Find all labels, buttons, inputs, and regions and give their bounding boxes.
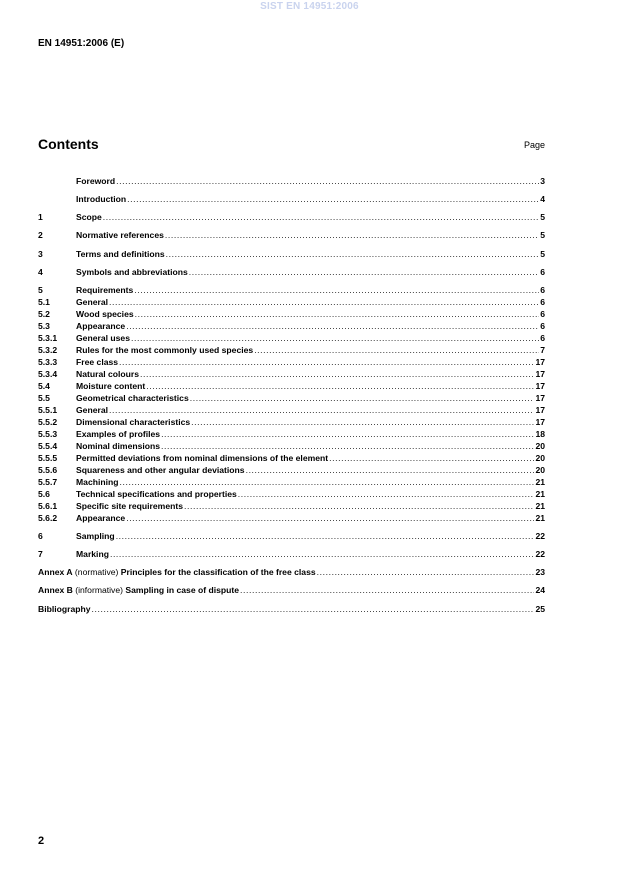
toc-title: Foreword — [76, 176, 116, 186]
toc-page: 5 — [540, 230, 545, 240]
toc-entry[interactable] — [38, 416, 545, 427]
toc-entry[interactable] — [38, 548, 545, 559]
annex-title: Sampling in case of dispute — [125, 585, 240, 595]
toc-entry[interactable] — [38, 193, 545, 204]
toc-number: 1 — [38, 212, 43, 222]
toc-title: Geometrical characteristics — [76, 393, 189, 403]
toc-entry[interactable] — [38, 308, 545, 319]
watermark: SIST EN 14951:2006 — [260, 1, 359, 12]
toc-leader — [191, 417, 534, 427]
toc-entry[interactable] — [38, 500, 545, 511]
toc-title: Natural colours — [76, 369, 140, 379]
annex-status: (informative) — [72, 585, 126, 595]
toc-number: 5.1 — [38, 297, 50, 307]
toc-title: Free class — [76, 357, 119, 367]
toc-page: 7 — [540, 345, 545, 355]
toc-leader — [126, 513, 534, 523]
toc-page: 6 — [540, 285, 545, 295]
toc-title: Rules for the most commonly used species — [76, 345, 254, 355]
toc-number: 5.3.1 — [38, 333, 58, 343]
toc-title: Bibliography — [38, 604, 91, 614]
toc-entry[interactable] — [38, 175, 545, 186]
toc-entry[interactable] — [38, 530, 545, 541]
toc-entry[interactable] — [38, 320, 545, 331]
toc-title: Squareness and other angular deviations — [76, 465, 245, 475]
contents-title: Contents — [38, 136, 99, 152]
toc-page: 4 — [540, 194, 545, 204]
toc-title: Wood species — [76, 309, 134, 319]
toc-leader — [190, 393, 535, 403]
toc-number: 6 — [38, 531, 43, 541]
toc-title: Sampling — [76, 531, 115, 541]
toc-title: Appearance — [76, 321, 126, 331]
toc-entry-annex-b[interactable] — [38, 584, 545, 595]
toc-number: 5.3.2 — [38, 345, 58, 355]
toc-leader — [166, 249, 540, 259]
toc-page: 24 — [535, 585, 545, 595]
toc-entry[interactable] — [38, 229, 545, 240]
toc-entry[interactable] — [38, 488, 545, 499]
toc-leader — [238, 489, 535, 499]
toc-number: 5.5.5 — [38, 453, 58, 463]
toc-title: General uses — [76, 333, 130, 343]
toc-title: Normative references — [76, 230, 164, 240]
toc-title: Machining — [76, 477, 119, 487]
toc-entry[interactable] — [38, 603, 545, 614]
toc-leader — [165, 230, 539, 240]
toc-entry[interactable] — [38, 440, 545, 451]
toc-leader — [103, 212, 539, 222]
toc-leader — [246, 465, 535, 475]
toc-title: Introduction — [76, 194, 127, 204]
toc-number: 7 — [38, 549, 43, 559]
toc-title: Permitted deviations from nominal dimensions of the element — [76, 453, 329, 463]
toc-page: 6 — [540, 321, 545, 331]
toc-page: 17 — [535, 405, 545, 415]
toc-number: 5.3.4 — [38, 369, 58, 379]
annex-label: Annex B — [38, 585, 73, 595]
toc-page: 17 — [535, 417, 545, 427]
toc-entry[interactable] — [38, 356, 545, 367]
toc-title: Technical specifications and properties — [76, 489, 237, 499]
toc-number: 4 — [38, 267, 43, 277]
annex-label: Annex A — [38, 567, 73, 577]
toc-page: 6 — [540, 267, 545, 277]
toc-leader — [92, 604, 535, 614]
toc-entry[interactable] — [38, 404, 545, 415]
toc-leader — [317, 567, 535, 577]
toc-number: 5.5.7 — [38, 477, 58, 487]
toc-page: 17 — [535, 369, 545, 379]
toc-title: General — [76, 405, 109, 415]
toc-leader — [240, 585, 534, 595]
toc-leader — [254, 345, 539, 355]
toc-number: 3 — [38, 249, 43, 259]
toc-title: Symbols and abbreviations — [76, 267, 188, 277]
page-number: 2 — [38, 835, 45, 847]
toc-number: 5.4 — [38, 381, 50, 391]
toc-leader — [131, 333, 539, 343]
toc-title: Specific site requirements — [76, 501, 183, 511]
toc-page: 25 — [535, 604, 545, 614]
toc-title — [38, 585, 239, 595]
toc-page: 17 — [535, 381, 545, 391]
toc-page: 23 — [535, 567, 545, 577]
toc-number: 5.5.1 — [38, 405, 58, 415]
toc-page: 21 — [535, 489, 545, 499]
toc-entry[interactable] — [38, 296, 545, 307]
annex-status: (normative) — [72, 567, 121, 577]
toc-entry[interactable] — [38, 248, 545, 259]
toc-page: 21 — [535, 513, 545, 523]
toc-page: 3 — [540, 176, 545, 186]
toc-leader — [135, 309, 540, 319]
toc-page: 18 — [535, 429, 545, 439]
toc-page: 21 — [535, 477, 545, 487]
toc-title: Terms and definitions — [76, 249, 165, 259]
toc-number: 5.5.2 — [38, 417, 58, 427]
toc-page: 17 — [535, 357, 545, 367]
toc-entry[interactable] — [38, 211, 545, 222]
toc-title: Requirements — [76, 285, 134, 295]
toc-entry[interactable] — [38, 368, 545, 379]
toc-page: 21 — [535, 501, 545, 511]
toc-page: 20 — [535, 465, 545, 475]
toc-entry[interactable] — [38, 512, 545, 523]
toc-number: 5.3.3 — [38, 357, 58, 367]
toc-title: Examples of profiles — [76, 429, 161, 439]
toc-leader — [329, 453, 534, 463]
toc-leader — [127, 194, 539, 204]
toc-entry[interactable] — [38, 428, 545, 439]
toc-leader — [146, 381, 534, 391]
toc-number: 5.6 — [38, 489, 50, 499]
toc-title: Marking — [76, 549, 109, 559]
toc-leader — [161, 441, 534, 451]
toc-page: 22 — [535, 531, 545, 541]
toc-leader — [116, 176, 539, 186]
toc-leader — [189, 267, 539, 277]
toc-page: 22 — [535, 549, 545, 559]
page-column-label: Page — [523, 140, 545, 150]
toc-leader — [126, 321, 539, 331]
toc-leader — [109, 297, 539, 307]
toc-entry[interactable] — [38, 266, 545, 277]
toc-entry[interactable] — [38, 476, 545, 487]
toc-leader — [116, 531, 535, 541]
toc-leader — [109, 405, 534, 415]
toc-number: 5.5.4 — [38, 441, 58, 451]
toc-number: 5.6.1 — [38, 501, 58, 511]
toc-entry[interactable] — [38, 284, 545, 295]
toc-page: 6 — [540, 297, 545, 307]
toc-page: 6 — [540, 309, 545, 319]
document-id: EN 14951:2006 (E) — [38, 38, 125, 49]
toc-entry[interactable] — [38, 344, 545, 355]
toc-entry[interactable] — [38, 452, 545, 463]
toc-number: 5.3 — [38, 321, 50, 331]
toc-page: 20 — [535, 441, 545, 451]
toc-leader — [134, 285, 539, 295]
toc-title: Nominal dimensions — [76, 441, 161, 451]
toc-number: 5.5.3 — [38, 429, 58, 439]
toc-title: Dimensional characteristics — [76, 417, 191, 427]
toc-leader — [110, 549, 534, 559]
toc-leader — [120, 477, 535, 487]
toc-page: 20 — [535, 453, 545, 463]
toc-number: 5.5.6 — [38, 465, 58, 475]
toc-page: 5 — [540, 212, 545, 222]
toc-page: 6 — [540, 333, 545, 343]
toc-title: Appearance — [76, 513, 126, 523]
toc-title: General — [76, 297, 109, 307]
toc-entry-annex-a[interactable] — [38, 566, 545, 577]
toc-leader — [161, 429, 534, 439]
toc-title: Moisture content — [76, 381, 146, 391]
toc-page: 5 — [540, 249, 545, 259]
toc-entry[interactable] — [38, 380, 545, 391]
toc-number: 5.6.2 — [38, 513, 58, 523]
toc-leader — [184, 501, 534, 511]
toc-number: 5.2 — [38, 309, 50, 319]
toc-title: Scope — [76, 212, 102, 222]
toc-number: 5.5 — [38, 393, 50, 403]
toc-page: 17 — [535, 393, 545, 403]
toc-title — [38, 567, 316, 577]
toc-entry[interactable] — [38, 392, 545, 403]
toc-number: 2 — [38, 230, 43, 240]
toc-leader — [119, 357, 534, 367]
toc-entry[interactable] — [38, 332, 545, 343]
toc-leader — [140, 369, 534, 379]
toc-number: 5 — [38, 285, 43, 295]
toc-entry[interactable] — [38, 464, 545, 475]
annex-title: Principles for the classification of the free class — [120, 567, 316, 577]
